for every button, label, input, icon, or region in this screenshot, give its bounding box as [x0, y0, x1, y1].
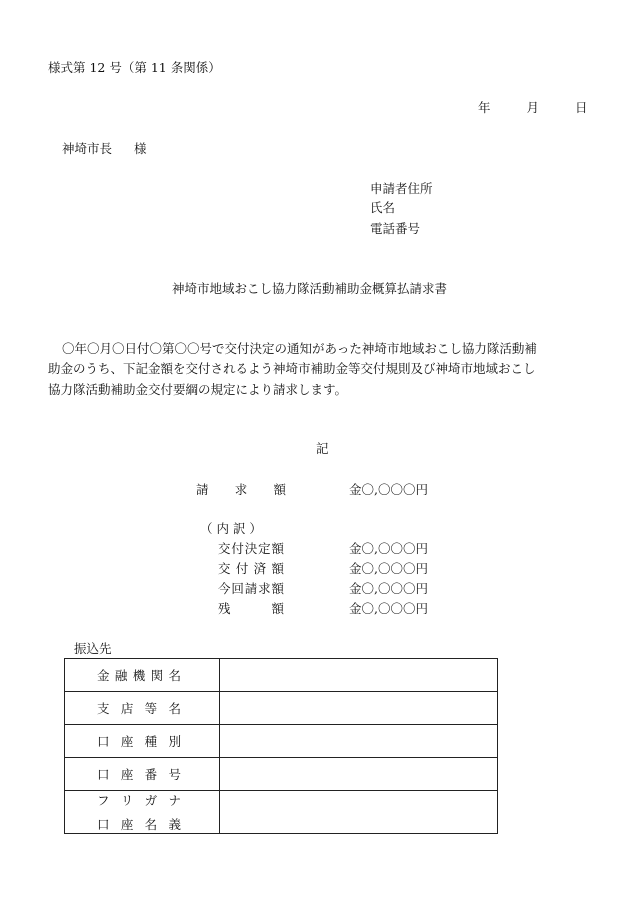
form-number: 様式第 12 号（第 11 条関係） — [48, 60, 221, 75]
date-year: 年 — [478, 100, 491, 115]
breakdown-heading: （ 内 訳 ） — [200, 521, 262, 536]
claim-amount: 金〇,〇〇〇円 — [349, 482, 428, 497]
date-line — [478, 98, 587, 116]
bank-row — [65, 758, 498, 791]
ki-heading: 記 — [316, 441, 329, 456]
bank-row-label: 金 融 機 関 名 — [65, 659, 220, 692]
bank-holder-label — [65, 791, 220, 834]
body-line-1: 〇年〇月〇日付〇第〇〇号で交付決定の通知があった神埼市地域おこし協力隊活動補 — [62, 341, 537, 356]
bank-row — [65, 659, 498, 692]
addressee — [62, 139, 147, 157]
breakdown-label-3: 残 額 — [218, 601, 284, 616]
bank-row-label: 支 店 等 名 — [65, 692, 220, 725]
breakdown-amount-3: 金〇,〇〇〇円 — [349, 601, 428, 616]
breakdown-label-0: 交 付 決 定 額 — [218, 541, 284, 556]
bank-heading: 振込先 — [74, 641, 112, 656]
bank-holder-value[interactable] — [220, 791, 498, 834]
applicant-name-label: 氏名 — [370, 200, 396, 215]
holder-label: 口 座 名 義 — [97, 817, 181, 832]
breakdown-label-1: 交 付 済 額 — [218, 561, 284, 576]
bank-row-value[interactable] — [220, 659, 498, 692]
addressee-name: 神埼市長 — [62, 141, 113, 156]
bank-row — [65, 725, 498, 758]
body-line-2: 助金のうち、下記金額を交付されるよう神埼市補助金等交付規則及び神埼市地域おこし — [48, 361, 536, 376]
document-title: 神埼市地域おこし協力隊活動補助金概算払請求書 — [172, 281, 448, 296]
bank-table — [64, 658, 498, 834]
date-day: 日 — [574, 100, 588, 115]
bank-row-label: 口 座 種 別 — [65, 725, 220, 758]
bank-row-value[interactable] — [220, 692, 498, 725]
applicant-phone-label: 電話番号 — [370, 221, 421, 236]
bank-row-label: 口 座 番 号 — [65, 758, 220, 791]
bank-row-value[interactable] — [220, 725, 498, 758]
addressee-honorific: 様 — [133, 141, 147, 156]
claim-label: 請 求 額 — [196, 482, 286, 497]
furigana-label: フ リ ガ ナ — [97, 793, 181, 808]
applicant-address-label: 申請者住所 — [370, 181, 433, 196]
bank-row — [65, 692, 498, 725]
breakdown-label-2: 今 回 請 求 額 — [218, 581, 284, 596]
bank-row-value[interactable] — [220, 758, 498, 791]
breakdown-amount-1: 金〇,〇〇〇円 — [349, 561, 428, 576]
breakdown-amount-2: 金〇,〇〇〇円 — [349, 581, 428, 596]
bank-row-holder — [65, 791, 498, 834]
breakdown-amount-0: 金〇,〇〇〇円 — [349, 541, 428, 556]
date-month: 月 — [526, 100, 539, 115]
body-line-3: 協力隊活動補助金交付要綱の規定により請求します。 — [48, 382, 348, 397]
